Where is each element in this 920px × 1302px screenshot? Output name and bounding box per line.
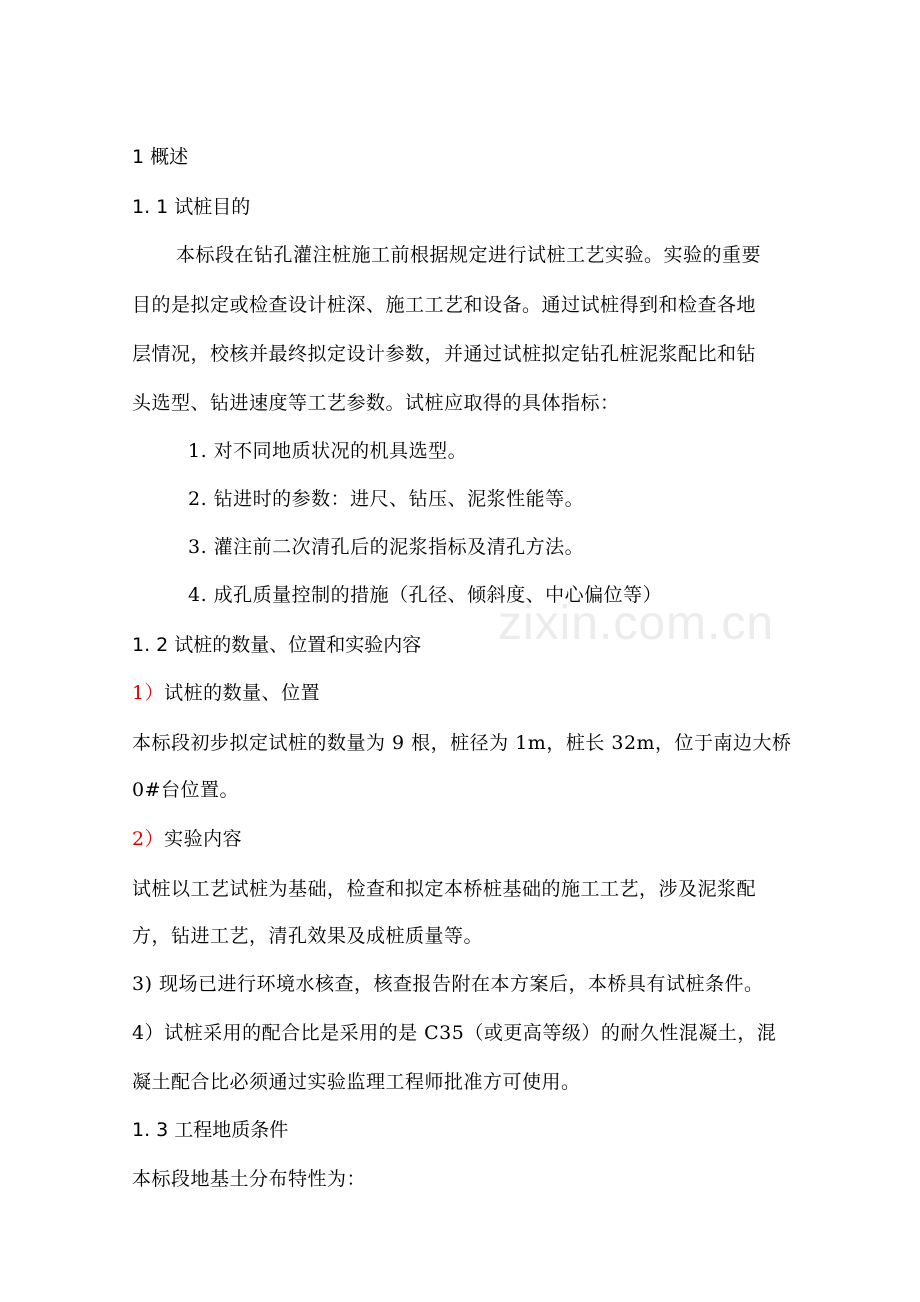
subsection-2-line-1: 试桩以工艺试桩为基础，检查和拟定本桥桩基础的施工工艺，涉及泥浆配 [132,878,757,900]
watermark: zixin.com.cn [498,597,775,650]
purpose-line-1: 本标段在钻孔灌注桩施工前根据规定进行试桩工艺实验。实验的重要 [176,244,762,266]
subsection-1-title [132,680,320,706]
heading-1-2: 1. 2 试桩的数量、位置和实验内容 [132,634,422,656]
subsection-2-number: 2） [132,828,165,850]
purpose-line-2: 目的是拟定或检查设计桩深、施工工艺和设备。通过试桩得到和检查各地 [132,294,757,316]
purpose-item-1: 1. 对不同地质状况的机具选型。 [188,440,468,462]
heading-1-3: 1. 3 工程地质条件 [132,1119,289,1141]
purpose-item-2: 2. 钻进时的参数：进尺、钻压、泥浆性能等。 [188,488,585,510]
purpose-item-3: 3. 灌注前二次清孔后的泥浆指标及清孔方法。 [188,536,585,558]
heading-1: 1 概述 [132,146,189,168]
subsection-1-number: 1） [132,682,165,704]
subsection-2-title [132,826,242,852]
item-4-line-1: 4）试桩采用的配合比是采用的是 C35（或更高等级）的耐久性混凝土，混 [132,1022,777,1044]
subsection-1-line-2: 0#台位置。 [132,779,240,801]
purpose-line-4: 头选型、钻进速度等工艺参数。试桩应取得的具体指标： [132,392,620,414]
heading-1-1: 1. 1 试桩目的 [132,196,251,218]
subsection-1-label: 试桩的数量、位置 [164,682,321,704]
item-4-line-2: 凝土配合比必须通过实验监理工程师批准方可使用。 [132,1071,581,1093]
purpose-item-4: 4. 成孔质量控制的措施（孔径、倾斜度、中心偏位等） [188,584,663,606]
section3-line-1: 本标段地基土分布特性为： [132,1168,367,1190]
subsection-2-line-2: 方，钻进工艺，清孔效果及成桩质量等。 [132,925,484,947]
subsection-2-label: 实验内容 [164,828,243,850]
subsection-1-line-1: 本标段初步拟定试桩的数量为 9 根，桩径为 1m，桩长 32m，位于南边大桥 [132,732,792,754]
item-3: 3) 现场已进行环境水核查，核查报告附在本方案后，本桥具有试桩条件。 [132,973,764,995]
purpose-line-3: 层情况，校核并最终拟定设计参数，并通过试桩拟定钻孔桩泥浆配比和钻 [132,343,757,365]
